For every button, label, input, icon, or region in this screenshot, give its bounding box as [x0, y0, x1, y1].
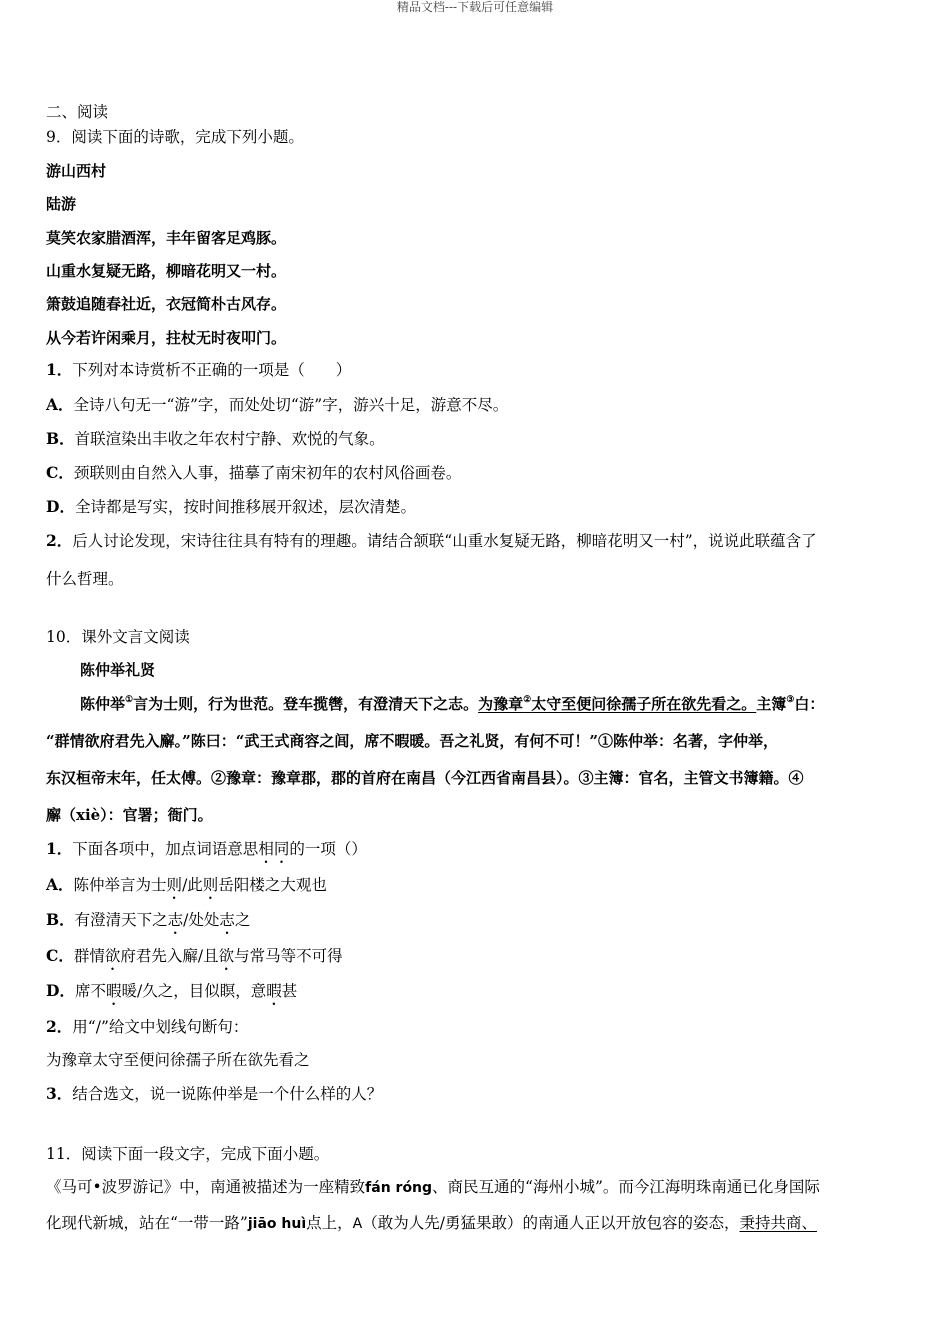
q11-text: 点上，: [306, 1214, 353, 1232]
dotted-word: 志: [219, 911, 235, 929]
option-text: /处处: [183, 911, 220, 929]
passage-text: 白：: [794, 695, 825, 713]
footnote-line: 廨（xiè）：官署；衙门。: [46, 806, 213, 824]
sub-text: 下列对本诗赏析不正确的一项是（ ）: [72, 361, 352, 379]
dotted-word: 则: [166, 876, 183, 894]
footnote-mark: ③: [786, 695, 795, 705]
option-label: B．: [46, 429, 75, 448]
footnote-line: 东汉桓帝末年，任太傅。②豫章：豫章郡，郡的首府在南昌（今江西省南昌县）。③主簿：官名，主管文书簿籍。④: [46, 769, 804, 787]
sub-number: 2．: [46, 1017, 73, 1036]
poem-line: 山重水复疑无路，柳暗花明又一村。: [46, 262, 287, 280]
option-b: [46, 910, 250, 938]
dotted-word: 欲: [218, 947, 235, 965]
q10-sub1: [46, 839, 367, 867]
passage-line: [80, 694, 824, 714]
underlined-sentence: [478, 695, 756, 713]
option-label: C．: [46, 946, 74, 965]
dotted-word: 则: [202, 876, 219, 894]
option-text: /此: [182, 876, 203, 894]
footnote-mark: ②: [523, 695, 532, 705]
passage-line: “群情欲府君先入廨。”陈曰：“武王式商容之闾，席不暇暖。吾之礼贤，有何不可！”①陈仲举：名著，字仲举，: [46, 732, 779, 750]
pinyin: fán róng: [365, 1180, 433, 1196]
option-a: [46, 875, 327, 903]
option-label: D．: [46, 981, 75, 1000]
q10-sub2-sentence: 为豫章太守至便问徐孺子所在欲先看之: [46, 1051, 310, 1069]
option-label: A．: [46, 875, 74, 894]
sub-text: 下面各项中，加点词语意思: [72, 840, 259, 858]
q9-sub2-cont: 什么哲理。: [46, 570, 124, 588]
q11-title: 11．阅读下面一段文字，完成下面小题。: [46, 1145, 330, 1163]
sub-text: 的一项（）: [289, 840, 367, 858]
blank-label: A: [352, 1216, 363, 1232]
poem-author: 陆游: [46, 195, 77, 213]
option-text: 陈仲举言为士: [73, 876, 167, 894]
option-a: [46, 395, 508, 415]
q11-text: （敢为人先/勇猛果敢）的南通人正以开放包容的姿态，: [362, 1214, 740, 1232]
poem-line: 从今若许闲乘月，拄杖无时夜叩门。: [46, 329, 287, 347]
q11-line: [46, 1213, 817, 1234]
dotted-text: 相同: [258, 840, 290, 858]
passage-text: 主簿: [756, 695, 787, 713]
q11-text: 化现代新城，站在“一带一路”: [46, 1214, 248, 1232]
q10-sub3: [46, 1084, 382, 1104]
option-text: 全诗都是写实，按时间推移展开叙述，层次清楚。: [74, 498, 416, 516]
underlined-text: 为豫章: [478, 695, 524, 713]
dotted-word: 暇: [105, 982, 122, 1000]
q10-title: 10．课外文言文阅读: [46, 628, 190, 646]
option-c: [46, 463, 461, 483]
option-label: B．: [46, 910, 75, 929]
poem-line: 莫笑农家腊酒浑，丰年留客足鸡豚。: [46, 229, 287, 247]
option-text: 全诗八句无一“游”字，而处处切“游”字，游兴十足，游意不尽。: [73, 396, 509, 414]
option-label: A．: [46, 395, 74, 414]
option-text: 群情: [73, 947, 105, 965]
passage-text: 言为士则，行为世范。登车揽辔，有澄清天下之志。: [133, 695, 479, 713]
poem-line: 箫鼓追随春社近，衣冠简朴古风存。: [46, 295, 287, 313]
footnote-mark: ①: [125, 695, 134, 705]
underlined-text: 秉持共商、: [739, 1214, 817, 1232]
option-text: 与常马等不可得: [234, 947, 343, 965]
option-text: 暖/久之，目似瞑，意: [121, 982, 267, 1000]
page-header: 精品文档---下载后可任意编辑: [396, 0, 554, 14]
sub-text: 结合选文，说一说陈仲举是一个什么样的人？: [72, 1085, 383, 1103]
option-c: [46, 946, 343, 974]
q9-title: 9．阅读下面的诗歌，完成下列小题。: [46, 128, 304, 146]
section-title: 二、阅读: [46, 103, 109, 121]
sub-number: 3．: [46, 1084, 73, 1103]
q9-sub1: [46, 360, 351, 380]
pinyin: jiāo huì: [247, 1216, 307, 1232]
q11-line: [46, 1177, 820, 1198]
option-d: [46, 981, 297, 1009]
dotted-word: 志: [167, 911, 184, 929]
option-text: 首联渲染出丰收之年农村宁静、欢悦的气象。: [74, 430, 385, 448]
poem-title: 游山西村: [46, 162, 107, 180]
q9-sub2: [46, 531, 817, 551]
underlined-text: 太守至便问徐孺子所在欲先看之。: [531, 695, 757, 713]
option-b: [46, 429, 385, 449]
passage-text: 陈仲举: [80, 695, 126, 713]
option-text: 席不: [74, 982, 106, 1000]
option-text: 颈联则由自然入人事，描摹了南宋初年的农村风俗画卷。: [73, 464, 462, 482]
option-label: C．: [46, 463, 74, 482]
q11-text: 《马可•波罗游记》中，南通被描述为一座精致: [46, 1178, 366, 1196]
sub-number: 1．: [46, 839, 73, 858]
dotted-word: 欲: [104, 947, 121, 965]
dotted-word: 暇: [266, 982, 282, 1000]
sub-text: 后人讨论发现，宋诗往往具有特有的理趣。请结合颔联“山重水复疑无路，柳暗花明又一村”，说说此联蕴含了: [72, 532, 817, 550]
q11-text: 、商民互通的“海州小城”。而今江海明珠南通已化身国际: [432, 1178, 820, 1196]
option-text: 岳阳楼之大观也: [218, 876, 327, 894]
sub-number: 2．: [46, 531, 73, 550]
option-d: [46, 497, 416, 517]
passage-title: 陈仲举礼贤: [80, 661, 156, 679]
option-text: 之: [234, 911, 251, 929]
sub-text: 用“/”给文中划线句断句：: [72, 1018, 249, 1036]
q10-sub2: [46, 1017, 248, 1037]
option-text: 府君先入廨/且: [120, 947, 219, 965]
option-text: 甚: [281, 982, 298, 1000]
option-text: 有澄清天下之: [74, 911, 168, 929]
option-label: D．: [46, 497, 75, 516]
sub-number: 1．: [46, 360, 73, 379]
